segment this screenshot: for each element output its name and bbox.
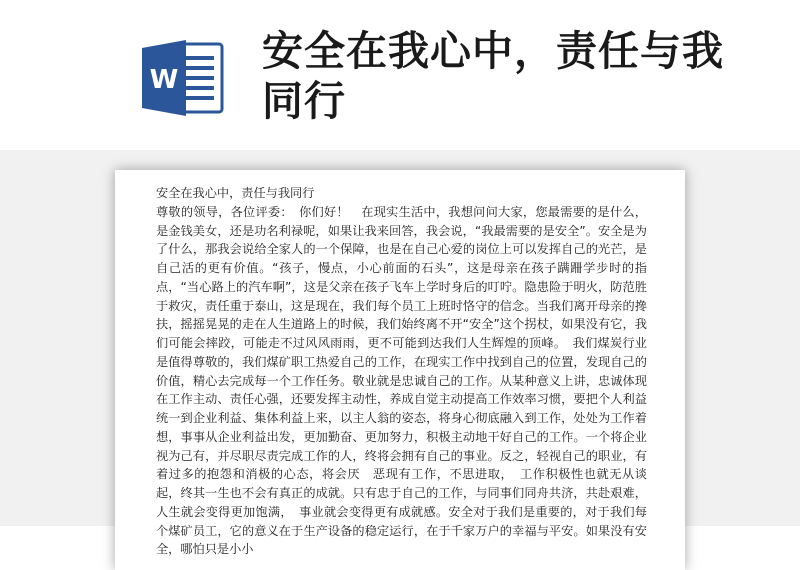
header bbox=[0, 0, 800, 150]
document-title: 安全在我心中，责任与我同行 bbox=[262, 27, 724, 125]
svg-text:W: W bbox=[149, 65, 179, 95]
document-body: 尊敬的领导，各位评委： 你们好！ 在现实生活中，我想问问大家，您最需要的是什么，是金钱美女，还是功名利禄呢，如果让我来回答，我会说，“我最需要的是安全”。安全是为了什么，那我会说给全家人的一个保障，也是在自己心爱的岗位上可以发挥自己的光芒，是自己活的更有价值。“孩子，慢点，小心前面的石头”，这是母亲在孩子蹒跚学步时的指点，“当心路上的汽车啊”，这是父亲在孩子飞车上学时身后的叮咛。隐患险于明火，防范胜于救灾，责任重于泰山，这是现在，我们每个员工上班时恪守的信念。当我们离开母亲的搀扶，摇摇晃晃的走在人生道路上的时候，我们始终离不开“安全”这个拐杖，如果没有它，我们可能会摔跤，可能走不过风风雨雨，更不可能到达我们人生辉煌的顶峰。 我们煤炭行业是值得尊敬的，我们煤矿职工热爱自己的工作，在现实工作中找到自己的位置，发现自己的价值，精心去完成每一个工作任务。敬业就是忠诚自己的工作。从某种意义上讲，忠诚体现在工作主动、责任心强，还要发挥主动性，养成自觉主动提高工作效率习惯，要把个人利益统一到企业利益、集体利益上来，以主人翁的姿态，将身心彻底融入到工作，处处为工作着想，事事从企业利益出发，更加勤奋、更加努力，积极主动地干好自己的工作。一个将企业视为己有，并尽职尽责完成工作的人，终将会拥有自己的事业。反之，轻视自己的职业，有着过多的抱怨和消极的心态，将会厌 恶现有工作，不思进取， 工作积极性也就无从谈起，终其一生也不会有真正的成就。只有忠于自己的工作，与同事们同舟共济，共赴艰难，人生就会变得更加饱满， 事业就会变得更有成就感。安全对于我们是重要的，对于我们每个煤矿员工，它的意义在于生产设备的稳定运行，在于千家万户的幸福与平安。如果没有安全，哪怕只是小小 bbox=[156, 204, 647, 557]
page-content bbox=[156, 184, 647, 559]
document-page bbox=[115, 170, 685, 570]
word-document-icon bbox=[140, 38, 228, 118]
document-heading: 安全在我心中，责任与我同行 bbox=[156, 186, 315, 200]
